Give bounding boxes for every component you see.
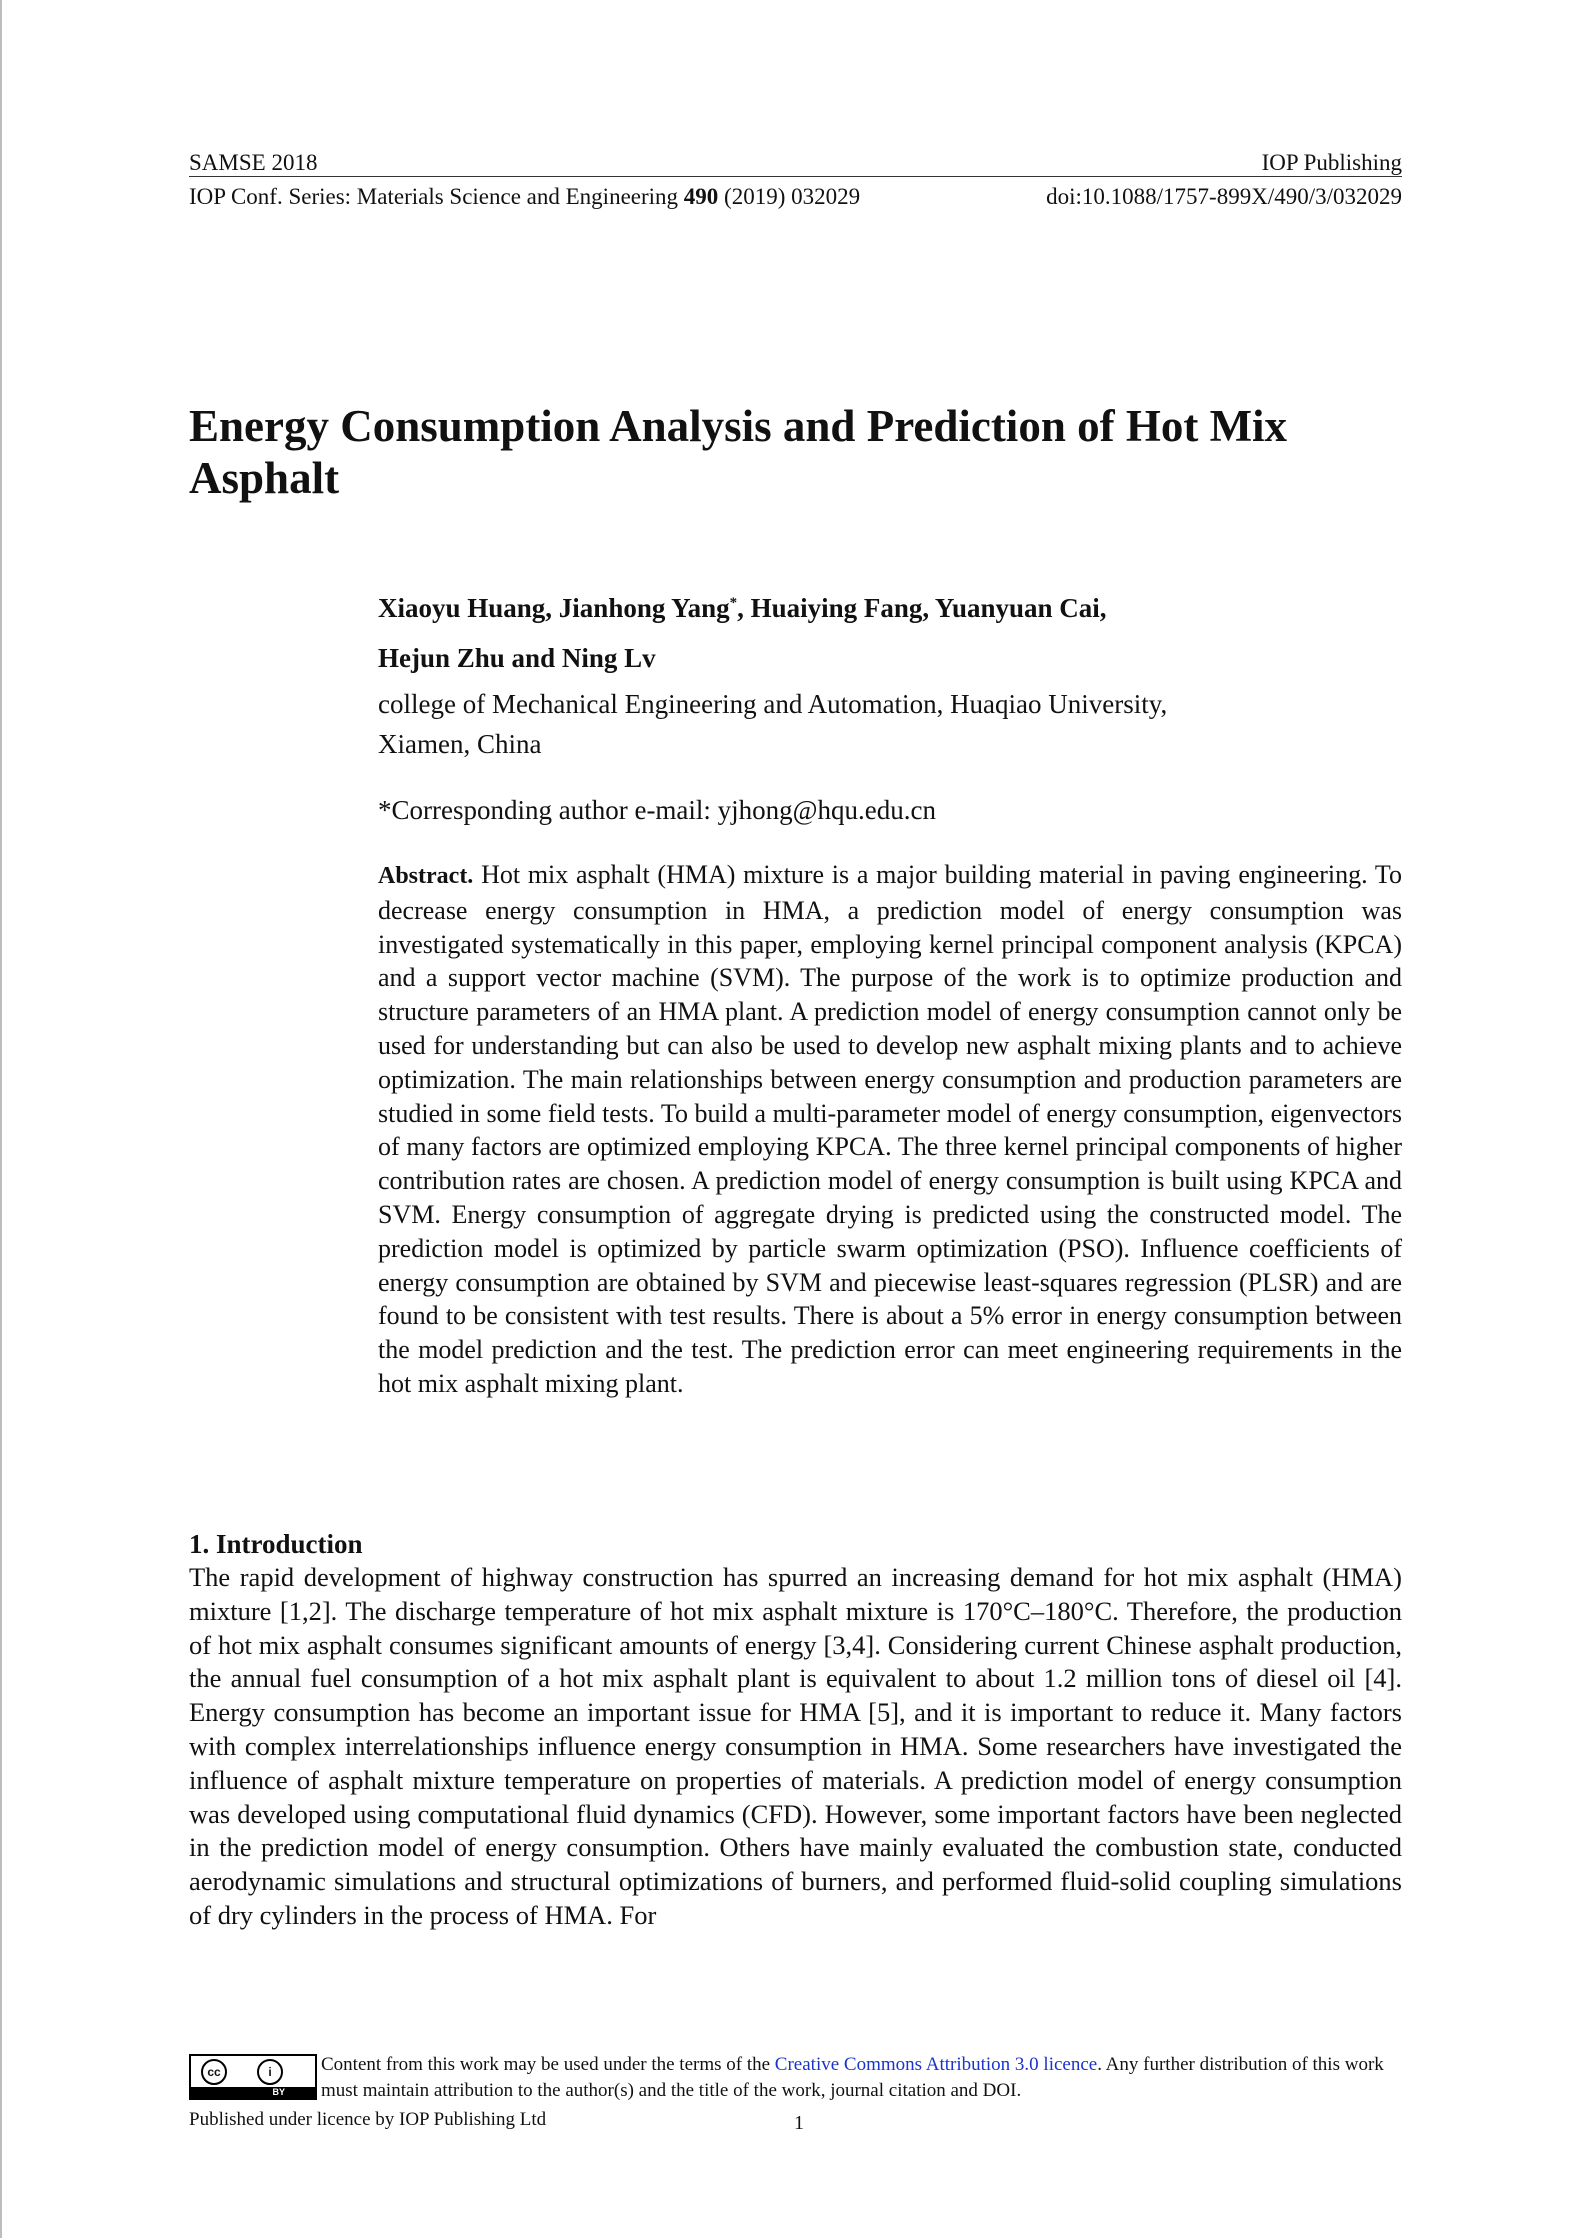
affiliation-line-2: Xiamen, China [378, 729, 542, 759]
authors-part-a: Xiaoyu Huang, Jianhong Yang [378, 593, 730, 623]
affiliation-line-1: college of Mechanical Engineering and Automation, Huaqiao University, [378, 689, 1168, 719]
doi-text: doi:10.1088/1757-899X/490/3/032029 [1046, 184, 1402, 209]
corresponding-mark: * [729, 595, 738, 611]
cc-by-label: BY [272, 2087, 285, 2097]
title-line-1: Energy Consumption Analysis and Prediction of Hot Mix [189, 401, 1288, 451]
volume-number: 490 [683, 184, 719, 209]
authors-part-b: , Huaiying Fang, Yuanyuan Cai, [737, 593, 1107, 623]
author-list [378, 578, 1402, 683]
header-rule [189, 176, 1402, 177]
page-edge [0, 0, 2, 2238]
attribution-person-icon: i [257, 2059, 283, 2085]
abstract [378, 858, 1402, 1401]
series-suffix: (2019) 032029 [718, 184, 861, 209]
publisher-name: IOP Publishing [1261, 150, 1402, 175]
licence-notice [321, 2052, 1402, 2104]
author-line-2: Hejun Zhu and Ning Lv [378, 643, 656, 673]
abstract-text: Hot mix asphalt (HMA) mixture is a major building material in paving engineering. To decrease energy consumption in HMA, a prediction model of energy consumption was investigated systematically in this paper, employing kernel principal component analysis (KPCA) and a support vector machine (SVM). The purpose of the work is to optimize production and structure parameters of an HMA plant. A prediction model of energy consumption cannot only be used for understanding but can also be used to develop new asphalt mixing plants and to achieve optimization. The main relationships between energy consumption and production parameters are studied in some field tests. To build a multi-parameter model of energy consumption, eigenvectors of many factors are optimized employing KPCA. The three kernel principal components of higher contribution rates are chosen. A prediction model of energy consumption is built using KPCA and SVM. Energy consumption of aggregate drying is predicted using the constructed model. The prediction model is optimized by particle swarm optimization (PSO). Influence coefficients of energy consumption are obtained by SVM and piecewise least-squares regression (PLSR) and are found to be consistent with test results. There is about a 5% error in energy consumption between the model prediction and the test. The prediction error can meet engineering requirements in the hot mix asphalt mixing plant. [378, 860, 1402, 1398]
corresponding-email: *Corresponding author e-mail: yjhong@hqu.edu.cn [378, 795, 937, 825]
published-under-licence: Published under licence by IOP Publishing Ltd [189, 2109, 547, 2130]
affiliation [378, 684, 1402, 764]
abstract-label: Abstract. [378, 863, 474, 889]
series-prefix: IOP Conf. Series: Materials Science and Engineering [189, 184, 684, 209]
cc-by-icon [189, 2054, 317, 2100]
licence-post: . Any further distribution of this work must maintain attribution to the author(s) and the title of the work, journal citation and DOI. [321, 2054, 1384, 2101]
paper-title [189, 400, 1402, 504]
licence-link[interactable]: Creative Commons Attribution 3.0 licence [774, 2054, 1098, 2075]
licence-pre: Content from this work may be used under the terms of the [321, 2054, 775, 2075]
conference-name: SAMSE 2018 [189, 150, 318, 175]
cc-badge-bar [191, 2087, 315, 2098]
author-line-1 [378, 578, 1402, 633]
series-citation [189, 182, 860, 212]
title-line-2: Asphalt [189, 453, 340, 503]
section-heading: 1. Introduction [189, 1529, 363, 1559]
cc-symbol-icon: cc [201, 2059, 227, 2085]
page-number: 1 [794, 2112, 804, 2134]
section-body: The rapid development of highway construction has spurred an increasing demand for hot mix asphalt (HMA) mixture [1,2]. The discharge temperature of hot mix asphalt mixture is 170°C–180°C. Therefore, the production of hot mix asphalt consumes significant amounts of energy [3,4]. Considering current Chinese asphalt production, the annual fuel consumption of a hot mix asphalt plant is equivalent to about 1.2 million tons of diesel oil [4]. Energy consumption has become an important issue for HMA [5], and it is important to reduce it. Many factors with complex interrelationships influence energy consumption in HMA. Some researchers have investigated the influence of asphalt mixture temperature on properties of materials. A prediction model of energy consumption was developed using computational fluid dynamics (CFD). However, some important factors have been neglected in the prediction model of energy consumption. Others have mainly evaluated the combustion state, conducted aerodynamic simulations and structural optimizations of burners, and performed fluid-solid coupling simulations of dry cylinders in the process of HMA. For [189, 1562, 1402, 1930]
